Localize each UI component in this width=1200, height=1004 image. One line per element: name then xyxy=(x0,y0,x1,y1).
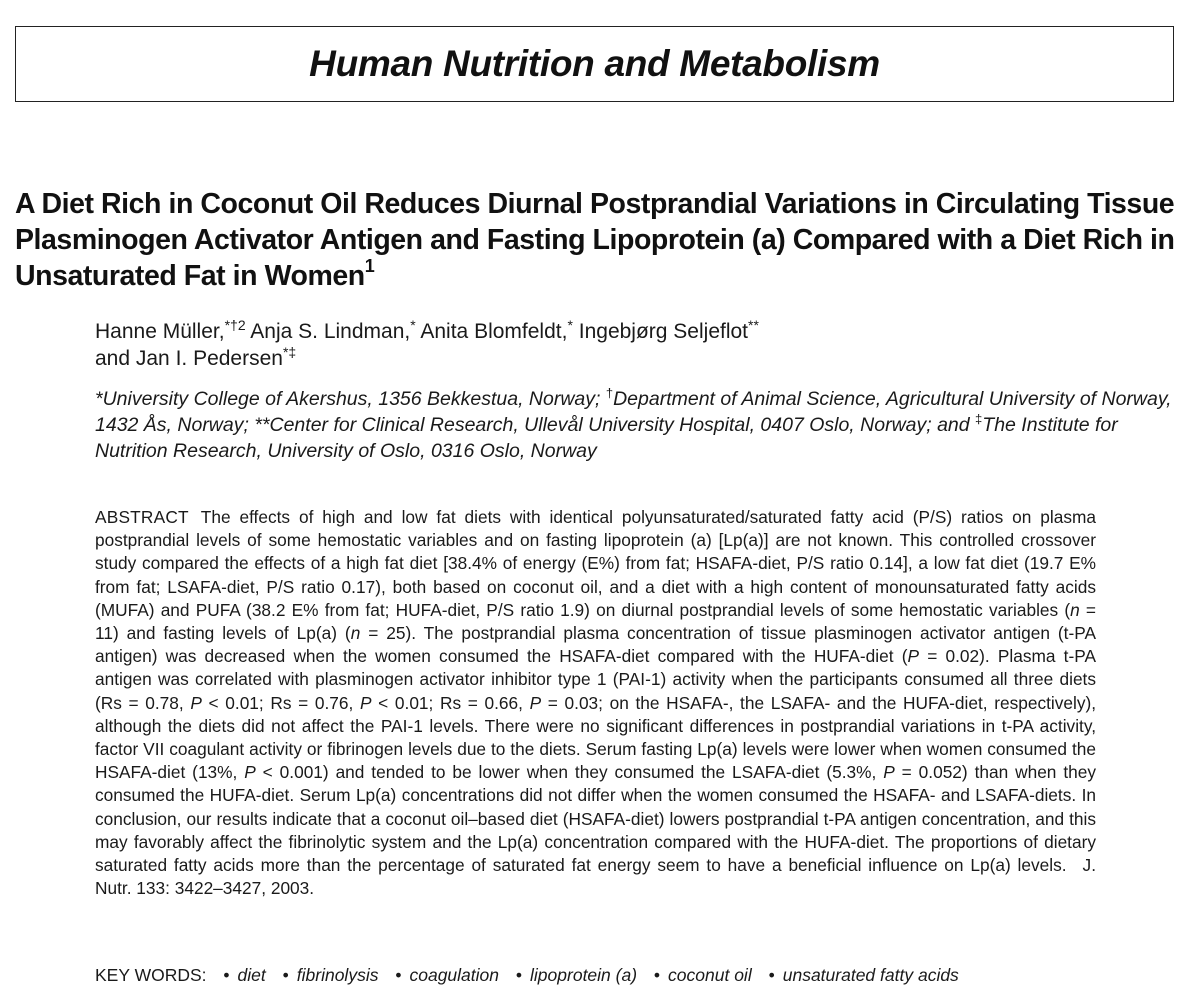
abstract-text: = 11) and fasting levels of Lp(a) ( xyxy=(95,599,1096,644)
abstract-variable: n xyxy=(350,623,361,644)
author-name: Ingebjørg Seljeflot xyxy=(578,320,749,343)
abstract-text: = 0.03; on the HSAFA-, the LSAFA- and the HUFA-diet, respectively), although the diets did not affect the PAI-1 levels. There were no significant differences in postprandial variations in t-PA activity, factor VII coagulant activity or fibrinogen levels due to the diets. Serum fasting Lp(a) levels were lower when women consumed the HSAFA-diet (13%, xyxy=(95,692,1097,783)
author-marks: * xyxy=(567,317,573,333)
article-title xyxy=(15,186,1185,294)
abstract-text: = 0.052) than when they consumed the HUFA-diet. Serum Lp(a) concentrations did not differ when the women consumed the HSAFA- and LSAFA-diets. In conclusion, our results indicate that a coconut oil–based diet (HSAFA-diet) lowers postprandial t-PA antigen concentration, and this may favorably affect the fibrinolytic system and the Lp(a) concentration compared with the HUFA-diet. The proportions of dietary saturated fatty acids more than the percentage of saturated fat energy seem to have a beneficial influence on Lp(a) levels. xyxy=(95,762,1096,876)
author-list xyxy=(95,318,1175,372)
keyword: coconut oil xyxy=(668,965,752,985)
abstract-text: < 0.001) and tended to be lower when they consumed the LSAFA-diet (5.3%, xyxy=(255,762,884,783)
abstract-label: ABSTRACT xyxy=(95,507,189,527)
journal-citation: J. Nutr. 133: 3422–3427, 2003. xyxy=(95,855,1096,899)
affiliation-text: Department of Animal Science, Agricultural University of Norway, 1432 Ås, Norway; **Center for Clinical Research, Ullevål University Hospital, 0407 Oslo, Norway; and xyxy=(95,388,1172,436)
author-marks: *‡ xyxy=(282,344,297,360)
journal-section-header xyxy=(15,26,1174,102)
abstract-variable: P xyxy=(190,692,202,713)
keyword: lipoprotein (a) xyxy=(530,965,638,985)
affiliation-mark: ‡ xyxy=(975,411,983,427)
author-name: Anita Blomfeldt, xyxy=(420,320,568,343)
bullet-icon: • xyxy=(653,965,661,985)
abstract-text: The effects of high and low fat diets with identical polyunsaturated/saturated fatty acid (P/S) ratios on plasma postprandial levels of some hemostatic variables and on fasting lipoprotein (a) [Lp(a)] are not known. This controlled crossover study compared the effects of a high fat diet [38.4% of energy (E%) from fat; HSAFA-diet, P/S ratio 0.14], a low fat diet (19.7 E% from fat; LSAFA-diet, P/S ratio 0.17), both based on coconut oil, and a diet with a high content of monounsaturated fatty acids (MUFA) and PUFA (38.2 E% from fat; HUFA-diet, P/S ratio 1.9) on diurnal postprandial levels of some hemostatic variables ( xyxy=(95,507,1096,620)
bullet-icon: • xyxy=(282,965,289,985)
abstract-text: = 25). The postprandial plasma concentration of tissue plasminogen activator antigen (t-PA antigen) was decreased when the women consumed the HSAFA-diet compared with the HUFA-diet ( xyxy=(95,623,1096,667)
abstract-variable: P xyxy=(359,692,372,713)
author-name: and Jan I. Pedersen xyxy=(95,347,283,370)
abstract-variable: P xyxy=(883,762,895,783)
abstract-variable: P xyxy=(907,646,920,667)
author-marks: ** xyxy=(748,317,759,333)
affiliation-text: *University College of Akershus, 1356 Bekkestua, Norway; xyxy=(95,388,606,410)
author-name: Anja S. Lindman, xyxy=(250,320,411,343)
author-name: Hanne Müller, xyxy=(95,320,225,343)
affiliations xyxy=(95,386,1185,464)
keywords-label: KEY WORDS: xyxy=(95,965,207,985)
affiliation-text: The Institute for Nutrition Research, University of Oslo, 0316 Oslo, Norway xyxy=(95,414,1118,462)
abstract-text: < 0.01; Rs = 0.76, xyxy=(201,692,360,713)
keyword: fibrinolysis xyxy=(296,965,379,985)
bullet-icon: • xyxy=(515,965,523,985)
keyword: unsaturated fatty acids xyxy=(782,965,959,985)
abstract-text: = 0.02). Plasma t-PA antigen was correlated with plasminogen activator inhibitor type 1 (PAI-1) activity when the participants consumed all three diets (Rs = 0.78, xyxy=(95,646,1097,713)
title-footnote-mark: 1 xyxy=(364,256,375,276)
keywords xyxy=(95,964,1105,987)
keyword: diet xyxy=(237,965,266,985)
abstract xyxy=(95,506,1096,900)
abstract-variable: n xyxy=(1070,599,1080,620)
bullet-icon: • xyxy=(768,965,775,985)
abstract-variable: P xyxy=(244,762,256,783)
author-marks: *†2 xyxy=(224,317,246,333)
keyword: coagulation xyxy=(409,965,500,985)
article-title-text: A Diet Rich in Coconut Oil Reduces Diurnal Postprandial Variations in Circulating Tissue Plasminogen Activator Antigen and Fasting Lipoprotein (a) Compared with a Diet Rich in Unsaturated Fat in Women xyxy=(15,188,1175,292)
affiliation-mark: † xyxy=(605,385,614,401)
bullet-icon: • xyxy=(395,965,402,985)
author-marks: * xyxy=(410,317,416,333)
journal-section-title: Human Nutrition and Metabolism xyxy=(309,43,880,84)
bullet-icon: • xyxy=(223,965,230,985)
abstract-variable: P xyxy=(529,692,542,713)
abstract-text: < 0.01; Rs = 0.66, xyxy=(371,692,530,713)
